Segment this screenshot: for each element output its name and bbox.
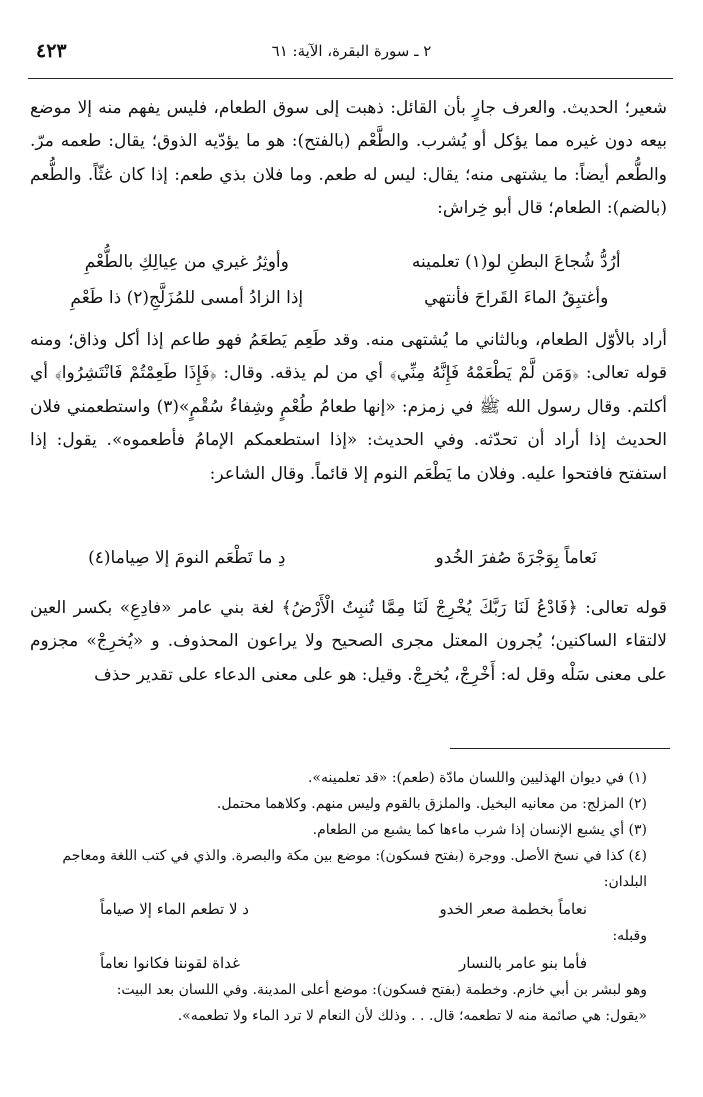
main-text (30, 92, 667, 226)
paragraph-1: شعير؛ الحديث. والعرف جارٍ بأن القائل: ذهبت إلى سوق الطعام، فليس يفهم منه إلا موضع بيعه دون غيره مما يؤكل أو يُشرب. والطَّعْم (بالفتح): هو ما يؤدّيه الذوق؛ يقال: طعمه مرّ. والطُّعم أيضاً: ما يشتهى منه؛ يقال: ليس له طعم. وما فلان بذي طعم: إذا كان غثّاً. والطُّعم (بالضم): الطعام؛ قال أبو خِراش: (30, 98, 667, 219)
verse-line-1-first-hemistich: أرُدُّ شُجاعَ البطنِ لو(١) تعلمينه (411, 252, 621, 272)
footnote-4-verse-2-second: غداة لقوننا فكانوا نعاماً (100, 954, 240, 972)
footnote-4-verse-2 (40, 949, 647, 977)
verse-abu-khirash (52, 244, 651, 316)
footnote-2: (٢) المزلج: من معانيه البخيل. والملزق بالقوم وليس منهم. وكلاهما محتمل. (216, 796, 647, 812)
footnote-4-verse-2-first: فأما بنو عامر بالنسار (459, 954, 587, 972)
paragraph-3: قوله تعالى: ﴿فَادْعُ لَنَا رَبَّكَ يُخْرِجْ لَنَا مِمَّا تُنبِتُ الْأَرْضُ﴾ لغة بني عامر «فادِعِ» بكسر العين لالتقاء الساكنين؛ يُجرون المعتل مجرى الصحيح ولا يراعون المحذوف. و «يُخرِجْ» مجزوم على معنى سَلْه وقل له: أَخْرِجْ، يُخرِجْ. وقيل: هو على معنى الدعاء على تقدير حذف (30, 598, 667, 685)
verse-line-1 (52, 244, 651, 280)
verse-line-3-second-hemistich: دِ ما تَطْعَم النومَ إلا صِياما(٤) (88, 548, 286, 568)
main-text-3 (30, 592, 667, 702)
footnote-4-verse-1-second: د لا تطعم الماء إلا صياماً (100, 900, 249, 918)
footnote-3: (٣) أي يشبع الإنسان إذا شرب ماءها كما يشبع من الطعام. (312, 822, 647, 838)
verse-line-2 (52, 280, 651, 316)
footnote-1: (١) في ديوان الهذليين واللسان مادّة (طعم): «قد تعلمينه». (307, 770, 647, 786)
verse-line-3-first-hemistich: نَعاماً بِوَجْرَةَ صُفرَ الخُدو (435, 548, 597, 568)
verse-line-3 (52, 540, 651, 576)
page-number: ٤٢٣ (36, 40, 67, 62)
verse-line-2-first-hemistich: وأغتبِقُ الماءَ القَراحَ فأنتهي (424, 288, 609, 308)
footnote-4-verse-1 (40, 895, 647, 923)
footnote-4-tail-2: «يقول: هي صائمة منه لا تطعمه؛ قال. . . وذلك لأن النعام لا ترد الماء ولا تطعمه». (177, 1008, 647, 1024)
footnote-4: (٤) كذا في نسخ الأصل. ووجرة (بفتح فسكون): موضع بين مكة والبصرة. والذي في كتب اللغة ومعاجم البلدان: (62, 848, 647, 890)
verse-poet (52, 540, 651, 576)
footnote-rule (450, 748, 670, 749)
verse-line-1-second-hemistich: وأوثِرُ غيري من عِيالِكِ بالطُّعْمِ (84, 252, 289, 272)
verse-line-2-second-hemistich: إذا الزادُ أمسى للمُزَلَّجِ(٢) ذا طَعْمِ (70, 288, 304, 308)
header-rule (28, 78, 673, 79)
footnote-4-tail-1: وهو لبشر بن أبي خازم. وخطمة (بفتح فسكون): موضع أعلى المدينة. وفي اللسان بعد البيت: (116, 982, 647, 998)
footnote-4-before-label: وقبله: (612, 928, 647, 944)
footnote-4-verse-1-first: نعاماً بخطمة صعر الخدو (439, 900, 587, 918)
paragraph-2: أراد بالأوّل الطعام، وبالثاني ما يُشتهى منه. وقد طَعِم يَطعَمُ فهو طاعم إذا أكل وذاق؛ ومنه قوله تعالى: ﴿وَمَن لَّمْ يَطْعَمْهُ فَإِنَّهُ مِنِّي﴾ أي من لم يذقه. وقال: ﴿فَإِذَا طَعِمْتُمْ فَانْتَشِرُوا﴾ أي أكلتم. وقال رسول الله ﷺ في زمزم: «إنها طعامُ طُعْمٍ وشِفاءُ سُقْمٍ»(٣) واستطعمني فلان الحديث إذا أراد أن تحدّثه. وفي الحديث: «إذا استطعمكم الإمامُ فأطعموه». يقول: إذا استفتح فافتحوا عليه. وفلان ما يَطْعَم النوم إلا قائماً. وقال الشاعر: (30, 330, 667, 484)
main-text-2 (30, 324, 667, 534)
running-title: ٢ ـ سورة البقرة، الآية: ٦١ (271, 42, 432, 60)
footnotes (40, 765, 647, 1029)
